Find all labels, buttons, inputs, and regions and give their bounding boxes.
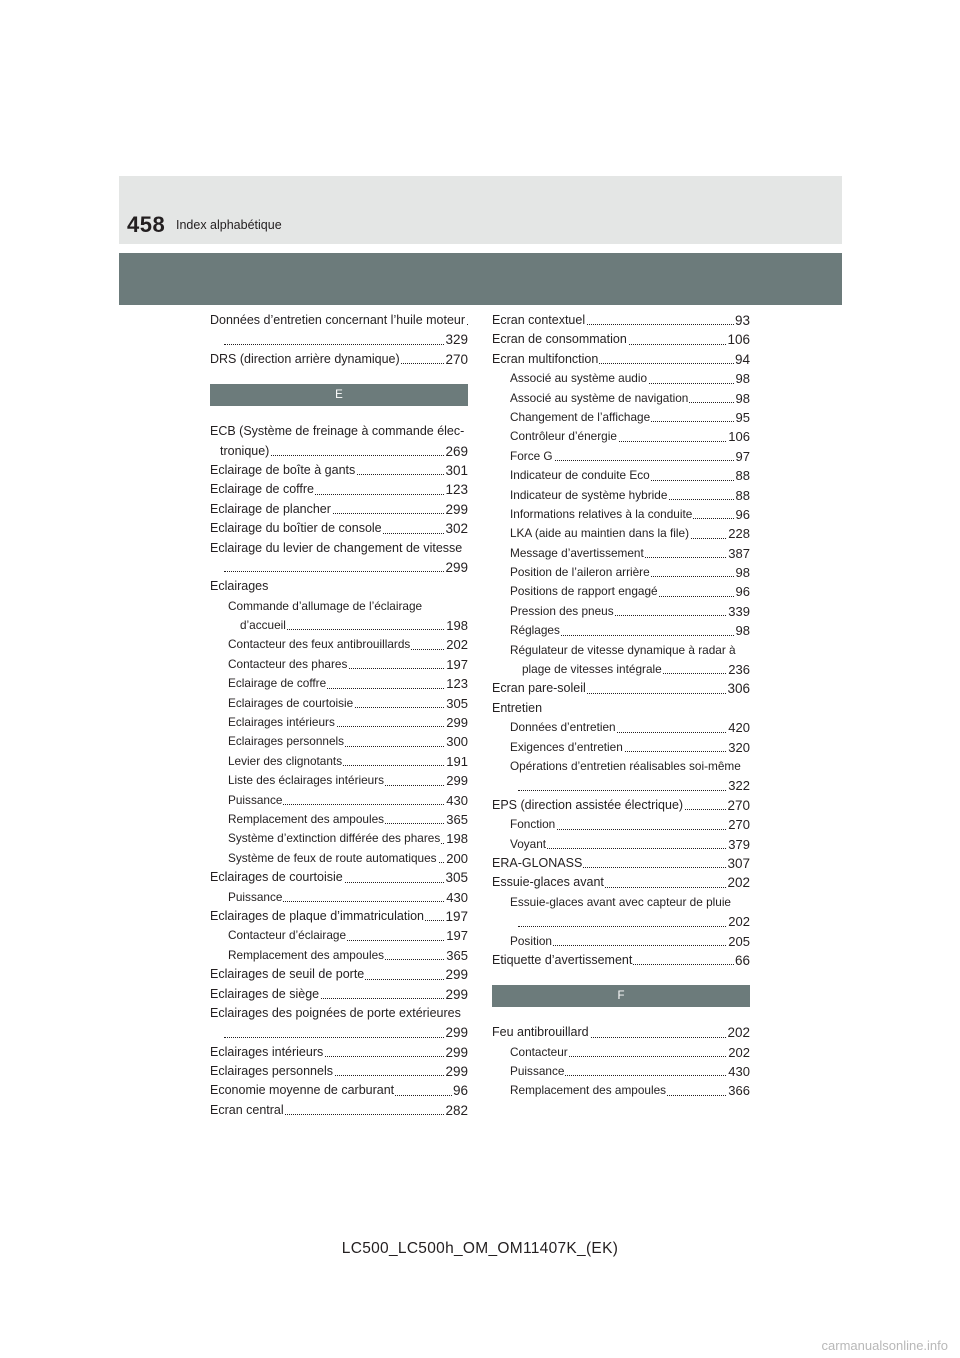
index-entry-page[interactable]: 197 <box>444 907 468 926</box>
index-entry-label: Positions de rapport engagé <box>510 582 659 601</box>
index-entry-label: Force G <box>510 447 554 466</box>
index-entry-page[interactable]: 98 <box>735 563 750 582</box>
index-entry-page[interactable]: 339 <box>727 602 750 621</box>
index-entry-page[interactable]: 299 <box>444 985 468 1004</box>
index-entry-page[interactable]: 123 <box>444 480 468 499</box>
index-entry-page[interactable]: 329 <box>444 330 468 349</box>
index-entry-label: Indicateur de conduite Eco <box>510 466 651 485</box>
index-entry-page[interactable]: 430 <box>445 791 468 810</box>
index-entry-label: Essuie-glaces avant <box>492 873 605 892</box>
index-entry-page[interactable]: 430 <box>727 1062 750 1081</box>
index-entry <box>210 330 468 349</box>
index-entry <box>210 1043 468 1062</box>
index-entry-label: Données d’entretien <box>510 718 617 737</box>
index-entry <box>492 932 750 951</box>
index-entry-label: Levier des clignotants <box>228 752 343 771</box>
index-entry <box>210 1101 468 1120</box>
index-entry-page[interactable]: 123 <box>445 674 468 693</box>
index-entry-label: Contrôleur d’énergie <box>510 427 618 446</box>
index-entry <box>492 679 750 698</box>
index-entry <box>492 951 750 970</box>
index-entry-label: Contacteur d’éclairage <box>228 926 347 945</box>
index-entry <box>210 311 468 330</box>
index-entry-page[interactable]: 95 <box>735 408 750 427</box>
index-entry-page[interactable]: 96 <box>735 582 750 601</box>
index-entry <box>492 447 750 466</box>
index-entry-label: Eclairages de siège <box>210 985 320 1004</box>
index-entry <box>210 868 468 887</box>
index-entry-label: Associé au système audio <box>510 369 648 388</box>
index-entry-label: d’accueil <box>240 616 287 635</box>
index-entry-page[interactable]: 269 <box>444 442 468 461</box>
index-entry-page[interactable]: 202 <box>727 1043 750 1062</box>
index-entry-label: Eclairages de courtoisie <box>210 868 344 887</box>
index-entry-label: Indicateur de système hybride <box>510 486 668 505</box>
index-entry <box>210 791 468 810</box>
index-entry-label: Pression des pneus <box>510 602 615 621</box>
index-entry <box>492 330 750 349</box>
index-entry-label: Message d’avertissement <box>510 544 645 563</box>
index-entry-page[interactable]: 387 <box>727 544 750 563</box>
index-entry-page[interactable]: 299 <box>444 1023 468 1042</box>
index-entry <box>492 1062 750 1081</box>
index-entry-label: Eclairages de seuil de porte <box>210 965 365 984</box>
index-entry <box>492 369 750 388</box>
index-entry-page[interactable]: 270 <box>444 350 468 369</box>
index-entry <box>210 907 468 926</box>
index-entry <box>210 1023 468 1042</box>
index-entry-page[interactable]: 300 <box>445 732 468 751</box>
index-entry <box>492 699 750 718</box>
index-entry <box>210 985 468 1004</box>
index-entry <box>492 582 750 601</box>
index-entry <box>210 674 468 693</box>
index-entry-label: Ecran multifonction <box>492 350 599 369</box>
index-entry-label: Eclairage du boîtier de console <box>210 519 383 538</box>
index-entry-page[interactable]: 106 <box>726 330 750 349</box>
index-entry <box>492 563 750 582</box>
index-entry-page[interactable]: 270 <box>727 815 750 834</box>
index-entry-label: Remplacement des ampoules <box>228 946 385 965</box>
index-entry-page[interactable]: 98 <box>735 389 750 408</box>
index-entry-page[interactable]: 320 <box>727 738 750 757</box>
index-entry-page[interactable]: 299 <box>444 1043 468 1062</box>
index-entry <box>492 1043 750 1062</box>
index-entry-label: Puissance <box>228 888 283 907</box>
index-entry-page[interactable]: 299 <box>444 500 468 519</box>
index-entry-label: Réglages <box>510 621 561 640</box>
index-entry-label: Fonction <box>510 815 556 834</box>
index-entry-page[interactable]: 420 <box>727 718 750 737</box>
index-entry <box>210 519 468 538</box>
index-entry <box>492 912 750 931</box>
index-entry <box>492 796 750 815</box>
index-entry <box>492 893 750 912</box>
index-entry <box>210 635 468 654</box>
index-entry <box>492 389 750 408</box>
index-entry-page[interactable]: 191 <box>445 752 468 771</box>
dot-leader <box>512 848 750 849</box>
index-entry-page[interactable]: 365 <box>445 810 468 829</box>
index-entry <box>492 524 750 543</box>
index-entry-page[interactable]: 299 <box>444 965 468 984</box>
index-entry-label: Eclairages personnels <box>210 1062 334 1081</box>
index-entry-page[interactable]: 305 <box>445 694 468 713</box>
index-entry-page[interactable]: 305 <box>444 868 468 887</box>
index-entry-page[interactable]: 299 <box>445 771 468 790</box>
index-entry-label: Ecran contextuel <box>492 311 586 330</box>
index-entry-label: Eclairages de plaque d’immatriculation <box>210 907 425 926</box>
index-entry-page[interactable]: 228 <box>727 524 750 543</box>
index-entry-label: Economie moyenne de carburant <box>210 1081 395 1100</box>
index-entry-page[interactable]: 93 <box>734 311 750 330</box>
index-entry <box>492 815 750 834</box>
index-entry-label: Liste des éclairages intérieurs <box>228 771 385 790</box>
index-entry <box>210 771 468 790</box>
index-entry-label: Eclairages intérieurs <box>210 1043 324 1062</box>
index-entry-label: Régulateur de vitesse dynamique à radar à <box>510 641 737 660</box>
index-entry-page[interactable]: 282 <box>444 1101 468 1120</box>
index-entry <box>492 466 750 485</box>
index-entry-page[interactable]: 299 <box>444 558 468 577</box>
index-entry-page[interactable]: 270 <box>726 796 750 815</box>
index-entry-page[interactable]: 66 <box>734 951 750 970</box>
page-number: 458 <box>127 212 166 237</box>
index-entry <box>210 616 468 635</box>
index-entry <box>492 641 750 660</box>
index-entry-label: DRS (direction arrière dynamique) <box>210 350 401 369</box>
index-entry-page[interactable]: 106 <box>727 427 750 446</box>
index-entry <box>492 873 750 892</box>
index-entry-label: Associé au système de navigation <box>510 389 689 408</box>
index-entry-page[interactable]: 307 <box>726 854 750 873</box>
index-entry <box>492 718 750 737</box>
index-entry <box>210 1004 468 1023</box>
index-entry-page[interactable]: 365 <box>445 946 468 965</box>
index-column-left <box>210 311 468 1120</box>
index-entry <box>210 480 468 499</box>
index-entry-label: Opérations d’entretien réalisables soi-même <box>510 757 742 776</box>
index-entry-page[interactable]: 366 <box>727 1081 750 1100</box>
index-entry <box>492 738 750 757</box>
index-entry-label: tronique) <box>220 442 270 461</box>
index-entry <box>210 965 468 984</box>
document-code: LC500_LC500h_OM_OM11407K_(EK) <box>341 1240 619 1257</box>
index-entry <box>210 732 468 751</box>
index-entry-label: Etiquette d’avertissement <box>492 951 633 970</box>
index-entry-label: Changement de l’affichage <box>510 408 651 427</box>
index-entry-label: Système d’extinction différée des phares <box>228 829 441 848</box>
index-entry-page[interactable]: 236 <box>727 660 750 679</box>
index-entry <box>210 442 468 461</box>
index-entry-page[interactable]: 88 <box>735 466 750 485</box>
index-entry-label: Eclairages personnels <box>228 732 345 751</box>
index-entry <box>210 810 468 829</box>
index-entry-page[interactable]: 299 <box>445 713 468 732</box>
index-entry <box>492 757 750 776</box>
index-entry-label: Ecran de consommation <box>492 330 628 349</box>
index-entry-label: plage de vitesses intégrale <box>522 660 663 679</box>
index-entry-label: Puissance <box>228 791 283 810</box>
index-entry <box>492 486 750 505</box>
index-entry-page[interactable]: 202 <box>726 1023 750 1042</box>
index-entry <box>210 1062 468 1081</box>
index-entry-label: Eclairages intérieurs <box>228 713 336 732</box>
index-entry-page[interactable]: 98 <box>735 369 750 388</box>
index-entry-label: Eclairage de coffre <box>210 480 315 499</box>
index-entry <box>210 849 468 868</box>
index-entry-label: Ecran pare-soleil <box>492 679 587 698</box>
dot-leader <box>518 790 750 791</box>
index-entry-page[interactable]: 322 <box>727 776 750 795</box>
index-entry-label: Eclairage du levier de changement de vitesse <box>210 539 463 558</box>
index-entry <box>492 621 750 640</box>
index-entry-label: Eclairages <box>210 577 269 596</box>
index-entry-label: Système de feux de route automatiques <box>228 849 438 868</box>
index-entry-page[interactable]: 202 <box>445 635 468 654</box>
dot-leader <box>518 926 750 927</box>
index-entry-page[interactable]: 200 <box>445 849 468 868</box>
index-entry <box>492 505 750 524</box>
index-entry <box>210 597 468 616</box>
index-entry <box>210 752 468 771</box>
dot-leader <box>224 1037 468 1038</box>
index-entry-label: Données d’entretien concernant l’huile moteur <box>210 311 466 330</box>
index-entry <box>492 408 750 427</box>
index-entry-page[interactable]: 198 <box>445 829 468 848</box>
index-entry-label: Contacteur des phares <box>228 655 348 674</box>
index-entry-page[interactable]: 299 <box>444 1062 468 1081</box>
index-entry-label: ECB (Système de freinage à commande élec- <box>210 422 465 441</box>
index-entry-label: Position <box>510 932 553 951</box>
index-entry-label: ERA-GLONASS <box>492 854 583 873</box>
index-entry <box>210 422 468 441</box>
index-entry-page[interactable]: 202 <box>727 912 750 931</box>
index-entry <box>492 835 750 854</box>
index-entry-page[interactable]: 301 <box>444 461 468 480</box>
index-entry <box>492 660 750 679</box>
index-entry-page[interactable]: 430 <box>445 888 468 907</box>
index-entry-label: Informations relatives à la conduite <box>510 505 693 524</box>
index-entry-label: Remplacement des ampoules <box>510 1081 667 1100</box>
index-entry-label: Exigences d’entretien <box>510 738 624 757</box>
index-entry-page[interactable]: 96 <box>452 1081 468 1100</box>
header-band <box>119 176 842 244</box>
index-entry <box>210 500 468 519</box>
page-title: Index alphabétique <box>176 218 282 232</box>
section-header: F <box>492 985 750 1007</box>
index-entry <box>210 350 468 369</box>
index-entry-label: Remplacement des ampoules <box>228 810 385 829</box>
index-column-right <box>492 311 750 1101</box>
index-entry-page[interactable]: 379 <box>727 835 750 854</box>
index-entry <box>210 829 468 848</box>
index-entry <box>492 1081 750 1100</box>
index-entry-label: Eclairage de plancher <box>210 500 332 519</box>
index-entry-label: Feu antibrouillard <box>492 1023 590 1042</box>
index-entry-label: Contacteur <box>510 1043 569 1062</box>
index-entry-label: Eclairage de coffre <box>228 674 327 693</box>
index-entry-page[interactable]: 197 <box>445 655 468 674</box>
dot-leader <box>224 571 468 572</box>
index-entry <box>210 539 468 558</box>
index-entry <box>210 1081 468 1100</box>
index-entry-label: Essuie-glaces avant avec capteur de pluie <box>510 893 732 912</box>
index-entry <box>210 926 468 945</box>
section-header: E <box>210 384 468 406</box>
index-entry <box>210 888 468 907</box>
index-entry-label: Commande d’allumage de l’éclairage <box>228 597 423 616</box>
index-entry <box>492 427 750 446</box>
index-entry-page[interactable]: 302 <box>444 519 468 538</box>
index-entry <box>492 311 750 330</box>
index-entry-page[interactable]: 205 <box>727 932 750 951</box>
index-entry-page[interactable]: 97 <box>735 447 750 466</box>
index-entry-page[interactable]: 94 <box>734 350 750 369</box>
index-entry-label: EPS (direction assistée électrique) <box>492 796 684 815</box>
index-entry <box>210 713 468 732</box>
index-entry-page[interactable]: 306 <box>726 679 750 698</box>
index-entry-label: Ecran central <box>210 1101 285 1120</box>
watermark: carmanualsonline.info <box>821 1338 948 1353</box>
index-entry <box>492 854 750 873</box>
index-entry <box>210 694 468 713</box>
header-dark-band <box>119 253 842 305</box>
index-entry-label: Voyant <box>510 835 547 854</box>
index-entry-label: Position de l’aileron arrière <box>510 563 651 582</box>
index-entry-page[interactable]: 197 <box>445 926 468 945</box>
index-entry <box>492 602 750 621</box>
index-entry-page[interactable]: 198 <box>445 616 468 635</box>
index-entry <box>210 558 468 577</box>
index-entry <box>210 946 468 965</box>
index-entry-page[interactable]: 96 <box>735 505 750 524</box>
index-entry-label: LKA (aide au maintien dans la file) <box>510 524 690 543</box>
index-entry-label: Entretien <box>492 699 543 718</box>
index-entry <box>210 655 468 674</box>
index-entry-page[interactable]: 98 <box>735 621 750 640</box>
index-entry <box>210 577 468 596</box>
index-entry <box>210 461 468 480</box>
index-entry <box>492 350 750 369</box>
index-entry-label: Eclairages de courtoisie <box>228 694 354 713</box>
index-entry-page[interactable]: 88 <box>735 486 750 505</box>
index-entry-label: Eclairage de boîte à gants <box>210 461 356 480</box>
index-entry <box>492 776 750 795</box>
index-entry-label: Puissance <box>510 1062 565 1081</box>
index-entry-label: Eclairages des poignées de porte extérieures <box>210 1004 462 1023</box>
index-entry <box>492 544 750 563</box>
dot-leader <box>224 344 468 345</box>
index-entry-label: Contacteur des feux antibrouillards <box>228 635 411 654</box>
index-entry <box>492 1023 750 1042</box>
index-entry-page[interactable]: 202 <box>726 873 750 892</box>
